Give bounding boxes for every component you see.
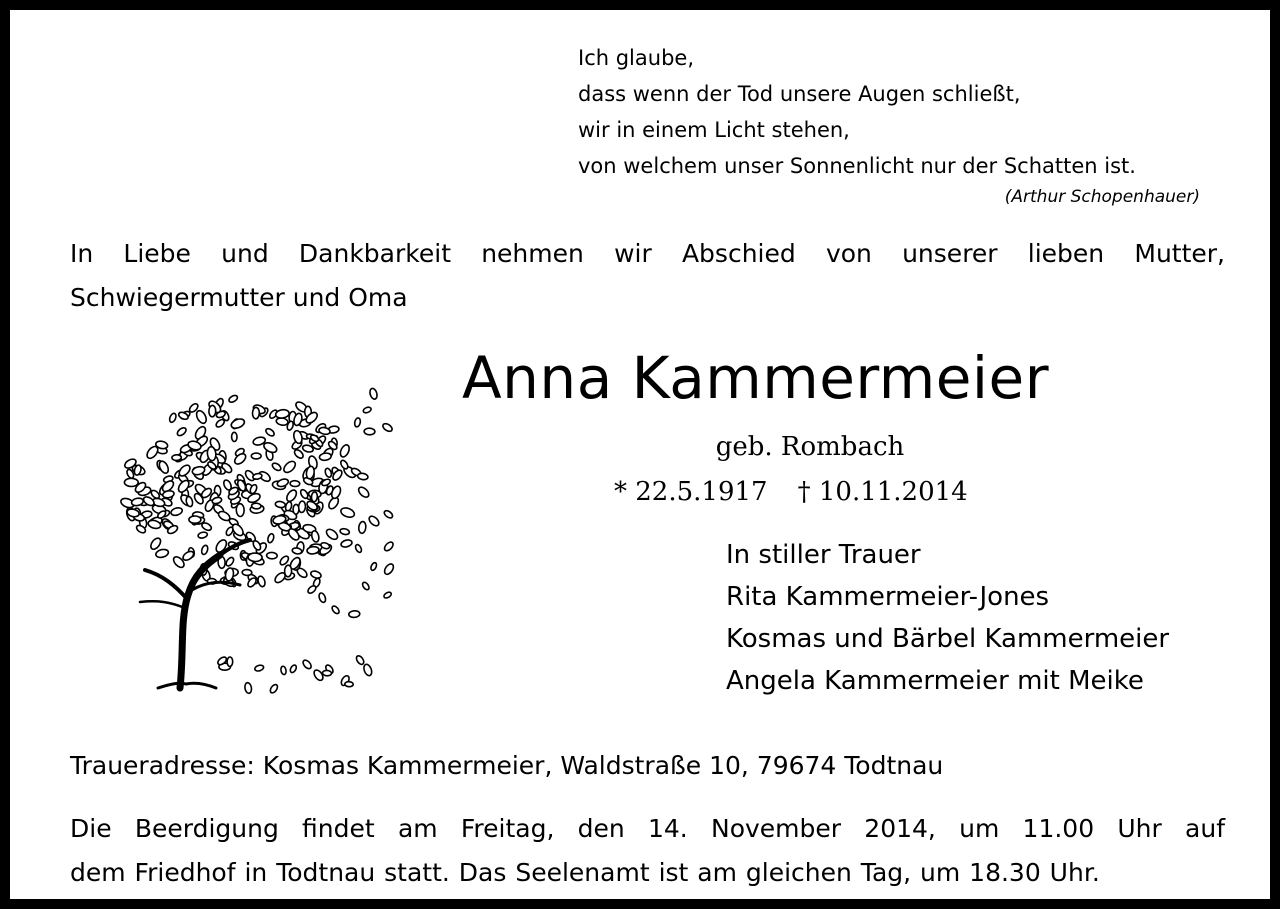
leaf-mark bbox=[257, 575, 266, 587]
leaf-mark bbox=[197, 531, 207, 539]
mourners-list bbox=[726, 534, 1169, 702]
leaf-mark bbox=[181, 550, 195, 562]
mourning-address: Traueradresse: Kosmas Kammermeier, Waldstraße 10, 79674 Todtnau bbox=[70, 751, 944, 780]
leaf-mark bbox=[383, 562, 395, 576]
leaf-mark bbox=[349, 610, 361, 618]
leaf-mark bbox=[355, 655, 365, 666]
life-dates bbox=[614, 472, 968, 512]
leaf-mark bbox=[242, 569, 252, 575]
poem-line: von welchem unser Sonnenlicht nur der Schatten ist. bbox=[578, 154, 1136, 178]
leaf-mark bbox=[357, 473, 368, 481]
leaf-mark bbox=[299, 488, 309, 499]
leaf-mark bbox=[227, 657, 233, 666]
funeral-details bbox=[70, 807, 1225, 895]
leaf-mark bbox=[293, 504, 299, 514]
leaf-mark bbox=[269, 683, 279, 694]
leaf-mark bbox=[201, 521, 213, 531]
leaf-mark bbox=[209, 405, 216, 417]
mourner-line: Rita Kammermeier-Jones bbox=[726, 582, 1050, 612]
leaf-mark bbox=[280, 666, 287, 675]
leaf-mark bbox=[124, 478, 138, 486]
leaf-mark bbox=[302, 659, 313, 670]
leaf-mark bbox=[155, 548, 169, 558]
poem-line: wir in einem Licht stehen, bbox=[578, 118, 850, 142]
leaf-mark bbox=[324, 468, 332, 479]
leaf-mark bbox=[340, 528, 350, 535]
leaf-mark bbox=[307, 584, 318, 594]
birth-date: * 22.5.1917 bbox=[614, 477, 768, 507]
leaf-mark bbox=[354, 544, 362, 554]
leaf-mark bbox=[251, 503, 261, 509]
leaf-mark bbox=[266, 552, 277, 559]
death-date: † 10.11.2014 bbox=[797, 477, 968, 507]
leaf-mark bbox=[201, 545, 209, 556]
leaf-mark bbox=[358, 521, 366, 534]
maiden-name: geb. Rombach bbox=[715, 432, 905, 462]
leaf-mark bbox=[252, 540, 262, 552]
leaf-mark bbox=[322, 670, 331, 676]
mourner-line: Kosmas und Bärbel Kammermeier bbox=[726, 624, 1170, 654]
leaf-mark bbox=[195, 409, 209, 425]
leaf-mark bbox=[285, 488, 298, 503]
leaf-mark bbox=[275, 501, 286, 508]
leaf-mark bbox=[354, 417, 361, 427]
leaf-mark bbox=[307, 546, 320, 555]
funeral-line: Die Beerdigung findet am Freitag, den 14. November 2014, um 11.00 Uhr auf bbox=[70, 814, 1225, 843]
windblown-tree-icon bbox=[110, 370, 400, 700]
leaf-mark bbox=[310, 570, 322, 580]
leaf-mark bbox=[170, 507, 183, 517]
mourner-line: Angela Kammermeier mit Meike bbox=[726, 666, 1144, 696]
poem-quote bbox=[578, 40, 1218, 208]
leaf-mark bbox=[289, 664, 297, 674]
leaf-mark bbox=[228, 394, 239, 404]
leaf-mark bbox=[149, 536, 163, 551]
leaf-mark bbox=[267, 533, 275, 543]
leaf-mark bbox=[383, 591, 392, 599]
deceased-name: Anna Kammermeier bbox=[462, 344, 1050, 412]
leaf-mark bbox=[370, 562, 378, 571]
leaf-mark bbox=[244, 682, 252, 694]
leaf-mark bbox=[248, 553, 262, 562]
leaf-mark bbox=[331, 605, 341, 615]
poem-line: dass wenn der Tod unsere Augen schließt, bbox=[578, 82, 1021, 106]
leaf-mark bbox=[236, 504, 244, 517]
leaf-mark bbox=[311, 530, 320, 543]
leaf-mark bbox=[252, 407, 259, 419]
leaf-mark bbox=[362, 663, 373, 677]
leaf-mark bbox=[318, 592, 327, 603]
leaf-mark bbox=[312, 668, 324, 682]
leaf-mark bbox=[225, 556, 235, 567]
intro-text bbox=[70, 232, 1225, 320]
leaf-mark bbox=[369, 388, 379, 400]
leaf-mark bbox=[340, 539, 353, 548]
leaf-mark bbox=[383, 541, 395, 553]
leaf-mark bbox=[345, 681, 354, 686]
poem-author: (Arthur Schopenhauer) bbox=[1004, 187, 1200, 207]
leaf-mark bbox=[357, 485, 371, 499]
leaf-mark bbox=[276, 478, 289, 488]
mourner-line: In stiller Trauer bbox=[726, 540, 921, 570]
leaf-mark bbox=[367, 514, 380, 527]
leaf-mark bbox=[325, 527, 340, 541]
leaf-mark bbox=[254, 664, 264, 672]
intro-line: In Liebe und Dankbarkeit nehmen wir Abschied von unserer lieben Mutter, bbox=[70, 239, 1225, 268]
leaf-mark bbox=[273, 571, 287, 584]
leaf-mark bbox=[168, 412, 177, 423]
leaf-mark bbox=[383, 509, 394, 519]
poem-line: Ich glaube, bbox=[578, 46, 694, 70]
leaf-mark bbox=[290, 481, 300, 487]
leaf-mark bbox=[361, 581, 370, 591]
funeral-line: dem Friedhof in Todtnau statt. Das Seelenamt ist am gleichen Tag, um 18.30 Uhr. bbox=[70, 858, 1100, 887]
leaf-mark bbox=[340, 506, 356, 519]
intro-line: Schwiegermutter und Oma bbox=[70, 283, 408, 312]
leaf-mark bbox=[189, 516, 201, 523]
leaf-mark bbox=[362, 406, 371, 414]
leaf-mark bbox=[311, 492, 317, 502]
